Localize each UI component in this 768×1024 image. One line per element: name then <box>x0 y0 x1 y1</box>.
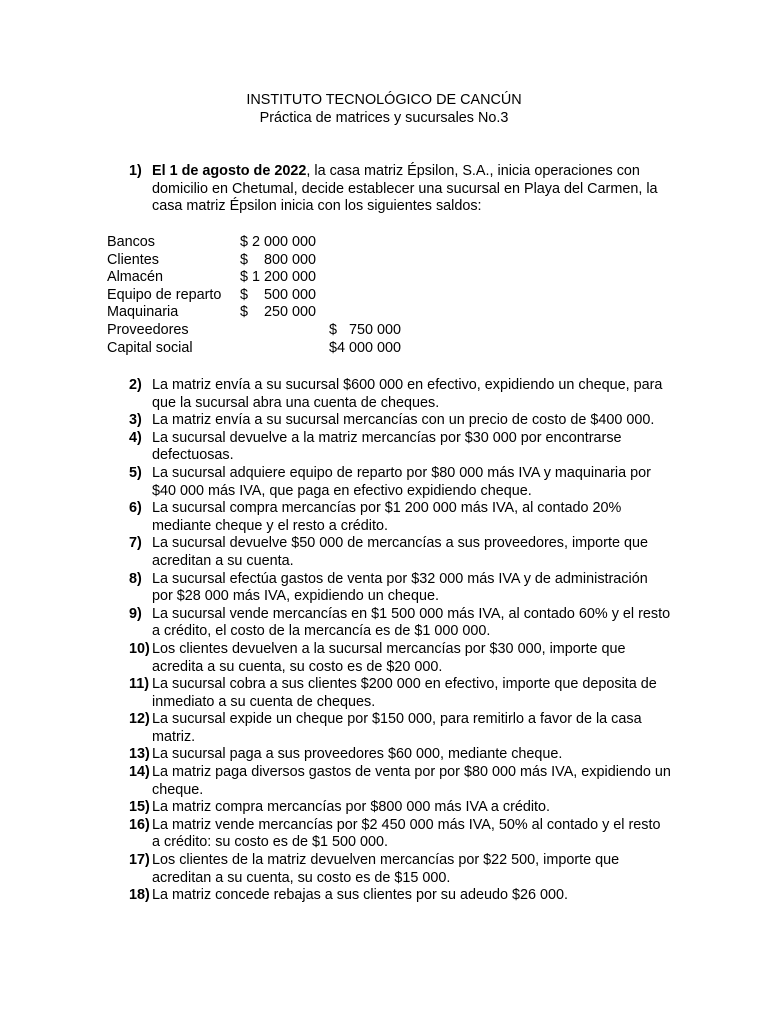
item-number: 9) <box>129 605 142 622</box>
item-text: La sucursal expide un cheque por $150 000, para remitirlo a favor de la casa matriz. <box>152 711 642 745</box>
item-text: Los clientes de la matriz devuelven mercancías por $22 500, importe que acreditan a su cuenta, su costo es de $15 000. <box>152 852 620 886</box>
item-text: Los clientes devuelven a la sucursal mercancías por $30 000, importe que acredita a su cuenta, su costo es de $20 000. <box>152 640 626 675</box>
item-number: 5) <box>129 464 142 481</box>
list-item <box>112 817 672 852</box>
list-item <box>112 430 672 465</box>
item-number: 17) <box>129 852 150 869</box>
list-item <box>112 799 672 817</box>
list-item <box>112 535 672 570</box>
item-text: La sucursal paga a sus proveedores $60 000, mediante cheque. <box>152 746 563 763</box>
list-item <box>112 163 672 216</box>
list-item <box>112 852 672 887</box>
balance-row <box>107 304 507 322</box>
balance-row <box>107 287 507 305</box>
balance-row <box>107 322 507 340</box>
item-number: 7) <box>129 535 142 552</box>
item-number: 18) <box>129 887 150 904</box>
transactions-list <box>112 377 672 905</box>
balance-credit-amount: $ 750 000 <box>329 321 402 338</box>
list-item <box>112 465 672 500</box>
item-number: 6) <box>129 500 142 517</box>
balance-row <box>107 252 507 270</box>
exercise-intro <box>112 163 672 216</box>
item-text: La matriz compra mercancías por $800 000 más IVA a crédito. <box>152 799 551 816</box>
list-item <box>112 764 672 799</box>
balance-row <box>107 340 507 358</box>
list-item <box>112 746 672 764</box>
list-item <box>112 500 672 535</box>
balance-row <box>107 234 507 252</box>
list-item <box>112 412 672 430</box>
item-number: 12) <box>129 711 150 728</box>
item-number: 16) <box>129 816 150 833</box>
item-number: 2) <box>129 377 142 393</box>
initial-balances <box>107 234 507 357</box>
intro-text: , la casa matriz Épsilon, S.A., inicia operaciones con domicilio en Chetumal, decide establecer una sucursal en Playa del Carmen, la casa matriz Épsilon inicia con los siguientes saldos: <box>152 163 658 215</box>
item-number: 4) <box>129 429 142 446</box>
list-item <box>112 676 672 711</box>
list-item <box>112 571 672 606</box>
item-number: 1) <box>129 163 142 179</box>
item-number: 11) <box>129 676 150 693</box>
item-text: La sucursal compra mercancías por $1 200 000 más IVA, al contado 20% mediante cheque y el resto a crédito. <box>152 500 622 534</box>
item-text: La matriz envía a su sucursal $600 000 en efectivo, expidiendo un cheque, para que la sucursal abra una cuenta de cheques. <box>152 377 663 411</box>
item-number: 15) <box>129 799 150 816</box>
item-text: La matriz concede rebajas a sus clientes por su adeudo $26 000. <box>152 887 568 904</box>
practice-subtitle: Práctica de matrices y sucursales No.3 <box>259 110 509 126</box>
item-text: La matriz paga diversos gastos de venta por por $80 000 más IVA, expidiendo un cheque. <box>152 764 671 798</box>
item-number: 8) <box>129 570 142 587</box>
list-item <box>112 606 672 641</box>
item-number: 14) <box>129 764 150 781</box>
list-item <box>112 377 672 412</box>
item-number: 13) <box>129 746 150 763</box>
balance-row <box>107 269 507 287</box>
balance-label: Proveedores <box>107 321 189 338</box>
list-item <box>112 641 672 676</box>
item-number: 3) <box>129 412 142 429</box>
item-text: La sucursal adquiere equipo de reparto por $80 000 más IVA y maquinaria por $40 000 más IVA, que paga en efectivo expidiendo cheque. <box>152 464 651 499</box>
item-number: 10) <box>129 640 150 657</box>
intro-date: El 1 de agosto de 2022 <box>152 163 307 179</box>
item-text: La sucursal cobra a sus clientes $200 000 en efectivo, importe que deposita de inmediato a su cuenta de cheques. <box>152 676 657 710</box>
item-text: La sucursal devuelve a la matriz mercancías por $30 000 por encontrarse defectuosas. <box>152 429 622 464</box>
balance-debit-amount: $ 1 200 000 <box>240 269 317 286</box>
item-text: La matriz envía a su sucursal mercancías con un precio de costo de $400 000. <box>152 412 655 429</box>
balance-label: Capital social <box>107 339 193 356</box>
balance-label: Bancos <box>107 234 155 250</box>
balance-label: Equipo de reparto <box>107 286 222 303</box>
item-text: La sucursal efectúa gastos de venta por $32 000 más IVA y de administración por $28 000 más IVA, expidiendo un cheque. <box>152 570 648 605</box>
item-text: La sucursal vende mercancías en $1 500 000 más IVA, al contado 60% y el resto a crédito, el costo de la mercancía es de $1 000 000. <box>152 605 671 640</box>
institute-title: INSTITUTO TECNOLÓGICO DE CANCÚN <box>246 92 522 108</box>
balance-label: Clientes <box>107 251 159 268</box>
balance-debit-amount: $ 250 000 <box>240 304 317 321</box>
balance-debit-amount: $ 2 000 000 <box>240 234 317 250</box>
document-header <box>0 92 768 128</box>
item-text: La sucursal devuelve $50 000 de mercancías a sus proveedores, importe que acreditan a su cuenta. <box>152 535 648 569</box>
balance-credit-amount: $4 000 000 <box>329 339 402 356</box>
balance-label: Almacén <box>107 269 163 286</box>
balance-debit-amount: $ 800 000 <box>240 251 317 268</box>
balance-label: Maquinaria <box>107 304 179 321</box>
balance-debit-amount: $ 500 000 <box>240 286 317 303</box>
list-item <box>112 711 672 746</box>
list-item <box>112 887 672 905</box>
item-text: La matriz vende mercancías por $2 450 000 más IVA, 50% al contado y el resto a crédito: su costo es de $1 500 000. <box>152 816 661 851</box>
